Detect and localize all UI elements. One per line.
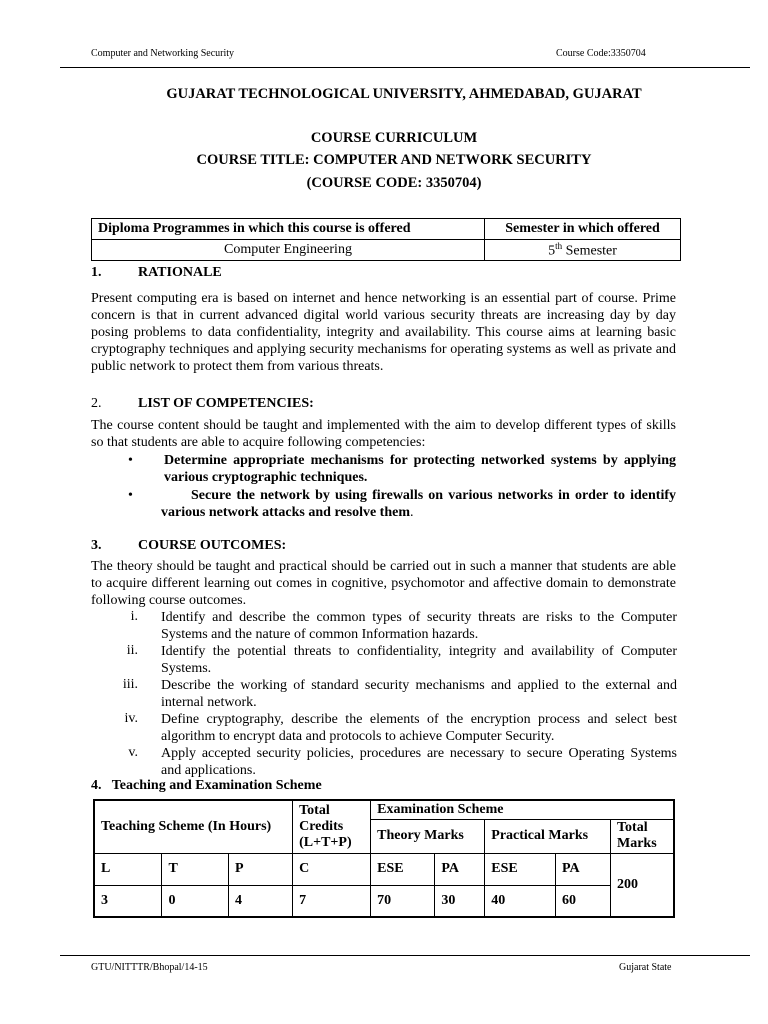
credits-header: Total Credits (L+T+P) <box>293 800 371 853</box>
footer-left: GTU/NITTTR/Bhopal/14-15 <box>91 962 208 973</box>
outcomes-number: 3. <box>91 538 102 553</box>
outcome-text-4: Define cryptography, describe the elements of the encryption process and select best algorithm to encrypt data and protocols to achieve Computer Security. <box>161 712 677 744</box>
programme-table <box>91 218 681 261</box>
semester-superscript: th <box>555 240 563 251</box>
competencies-number: 2. <box>91 396 102 411</box>
scheme-table <box>93 799 675 918</box>
col-theory-pa: PA <box>435 853 485 885</box>
val-T: 0 <box>162 885 228 917</box>
outcome-text-2: Identify the potential threats to confidentiality, integrity and availability of Computer Systems. <box>161 644 677 676</box>
val-practical-ese: 40 <box>485 885 556 917</box>
programme-cell: Computer Engineering <box>92 240 485 261</box>
competencies-intro: The course content should be taught and implemented with the aim to develop different types of skills so that students are able to acquire following competencies: <box>91 418 676 450</box>
outcome-num-5: v. <box>128 745 138 760</box>
outcome-num-2: ii. <box>126 643 138 658</box>
val-theory-pa: 30 <box>435 885 485 917</box>
val-P: 4 <box>228 885 292 917</box>
outcomes-intro: The theory should be taught and practical should be carried out in such a manner that students are able to acquire different learning out comes in cognitive, psychomotor and affective domain to demonstrate following course outcomes. <box>91 559 676 608</box>
competency-item-2 <box>161 487 676 521</box>
university-title: GUJARAT TECHNOLOGICAL UNIVERSITY, AHMEDABAD, GUJARAT <box>166 86 642 102</box>
outcomes-heading: COURSE OUTCOMES: <box>138 538 287 553</box>
rationale-heading: RATIONALE <box>138 265 222 280</box>
scheme-heading: 4. Teaching and Examination Scheme <box>91 778 322 793</box>
rationale-number: 1. <box>91 265 102 280</box>
footer-rule <box>60 955 750 956</box>
course-code: (COURSE CODE: 3350704) <box>306 175 482 191</box>
outcome-num-4: iv. <box>124 711 138 726</box>
val-practical-pa: 60 <box>556 885 611 917</box>
col-practical-pa: PA <box>556 853 611 885</box>
semester-number: 5 <box>548 243 556 259</box>
semester-col-header: Semester in which offered <box>485 219 681 240</box>
competency-item-1: Determine appropriate mechanisms for protecting networked systems by applying various cryptographic techniques. <box>164 453 676 485</box>
practical-marks-header: Practical Marks <box>485 819 611 853</box>
footer-right: Gujarat State <box>619 962 672 973</box>
col-practical-ese: ESE <box>485 853 556 885</box>
course-title: COURSE TITLE: COMPUTER AND NETWORK SECURITY <box>196 152 592 168</box>
competency-bullet-1: • <box>128 453 133 468</box>
exam-scheme-header: Examination Scheme <box>371 800 674 819</box>
theory-marks-header: Theory Marks <box>371 819 485 853</box>
semester-word: Semester <box>562 243 617 259</box>
col-T: T <box>162 853 228 885</box>
val-L: 3 <box>94 885 162 917</box>
outcome-num-3: iii. <box>122 677 138 692</box>
competencies-heading: LIST OF COMPETENCIES: <box>138 396 314 411</box>
col-theory-ese: ESE <box>371 853 435 885</box>
total-value: 200 <box>611 853 675 917</box>
rationale-text: Present computing era is based on internet and hence networking is an essential part of course. Prime concern is that in current advanced digital world various security threats are increasing day by day posing problems to data confidentiality, integrity and availability. This course aims at learning basic cryptography techniques and applying security mechanisms for operating systems as well as private and public network to protect them from various threats. <box>91 291 676 374</box>
competency-item-2-period: . <box>410 505 414 520</box>
curriculum-title: COURSE CURRICULUM <box>310 130 478 146</box>
competency-bullet-2: • <box>128 488 133 503</box>
val-C: 7 <box>293 885 371 917</box>
col-L: L <box>94 853 162 885</box>
outcome-text-3: Describe the working of standard security mechanisms and applied to the external and internal network. <box>161 678 677 710</box>
competency-item-2-text: Secure the network by using firewalls on various networks in order to identify various network attacks and resolve them <box>161 488 676 520</box>
header-rule <box>60 67 750 68</box>
outcome-text-5: Apply accepted security policies, procedures are necessary to secure Operating Systems and applications. <box>161 746 677 778</box>
header-left: Computer and Networking Security <box>91 48 235 59</box>
header-right: Course Code:3350704 <box>556 48 646 59</box>
col-P: P <box>228 853 292 885</box>
outcome-num-1: i. <box>130 609 138 624</box>
total-marks-header: Total Marks <box>611 819 675 853</box>
col-C: C <box>293 853 371 885</box>
programme-col-header: Diploma Programmes in which this course is offered <box>92 219 485 240</box>
semester-cell <box>485 240 681 261</box>
val-theory-ese: 70 <box>371 885 435 917</box>
outcome-text-1: Identify and describe the common types of security threats are risks to the Computer Systems and the nature of common Information hazards. <box>161 610 677 642</box>
teaching-scheme-header: Teaching Scheme (In Hours) <box>94 800 293 853</box>
